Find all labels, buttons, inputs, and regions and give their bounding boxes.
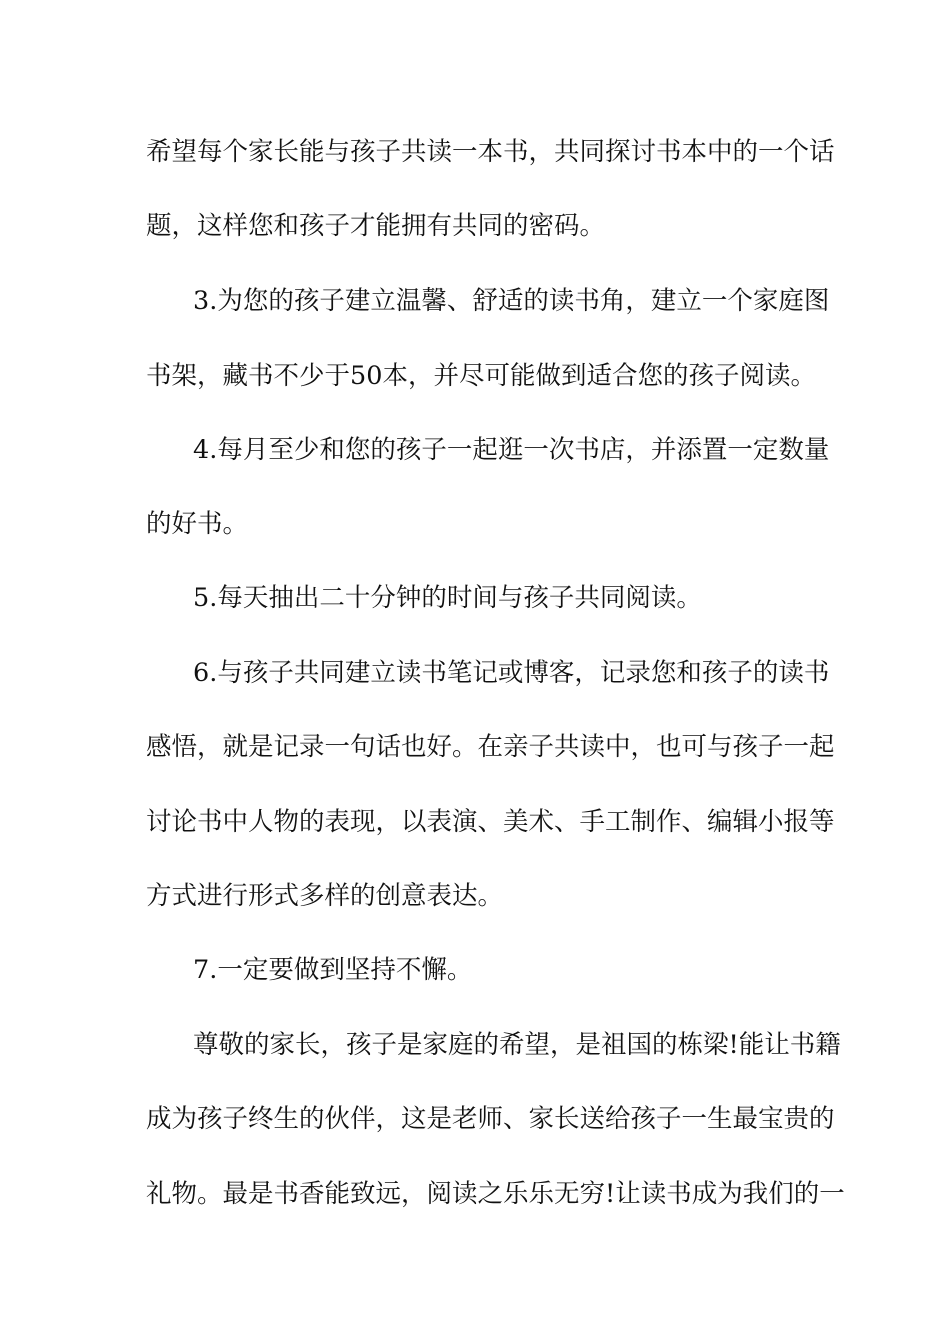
text-line: 5.每天抽出二十分钟的时间与孩子共同阅读。 <box>193 583 702 613</box>
text-line: 方式进行形式多样的创意表达。 <box>146 881 504 911</box>
text-line: 7.一定要做到坚持不懈。 <box>193 955 473 985</box>
text-line: 讨论书中人物的表现，以表演、美术、手工制作、编辑小报等 <box>146 807 835 837</box>
text-line: 希望每个家长能与孩子共读一本书，共同探讨书本中的一个话 <box>146 137 835 167</box>
text-line: 4.每月至少和您的孩子一起逛一次书店，并添置一定数量 <box>193 435 830 465</box>
text-line: 3.为您的孩子建立温馨、舒适的读书角，建立一个家庭图 <box>193 286 830 316</box>
text-line: 书架，藏书不少于50本，并尽可能做到适合您的孩子阅读。 <box>146 361 816 391</box>
text-line: 礼物。最是书香能致远，阅读之乐乐无穷!让读书成为我们的一 <box>146 1179 845 1209</box>
text-line: 尊敬的家长，孩子是家庭的希望，是祖国的栋梁!能让书籍 <box>193 1030 841 1060</box>
text-line: 6.与孩子共同建立读书笔记或博客，记录您和孩子的读书 <box>193 658 830 688</box>
text-line: 的好书。 <box>146 509 249 539</box>
text-line: 题，这样您和孩子才能拥有共同的密码。 <box>146 211 606 241</box>
text-line: 成为孩子终生的伙伴，这是老师、家长送给孩子一生最宝贵的 <box>146 1104 835 1134</box>
text-line: 感悟，就是记录一句话也好。在亲子共读中，也可与孩子一起 <box>146 732 835 762</box>
